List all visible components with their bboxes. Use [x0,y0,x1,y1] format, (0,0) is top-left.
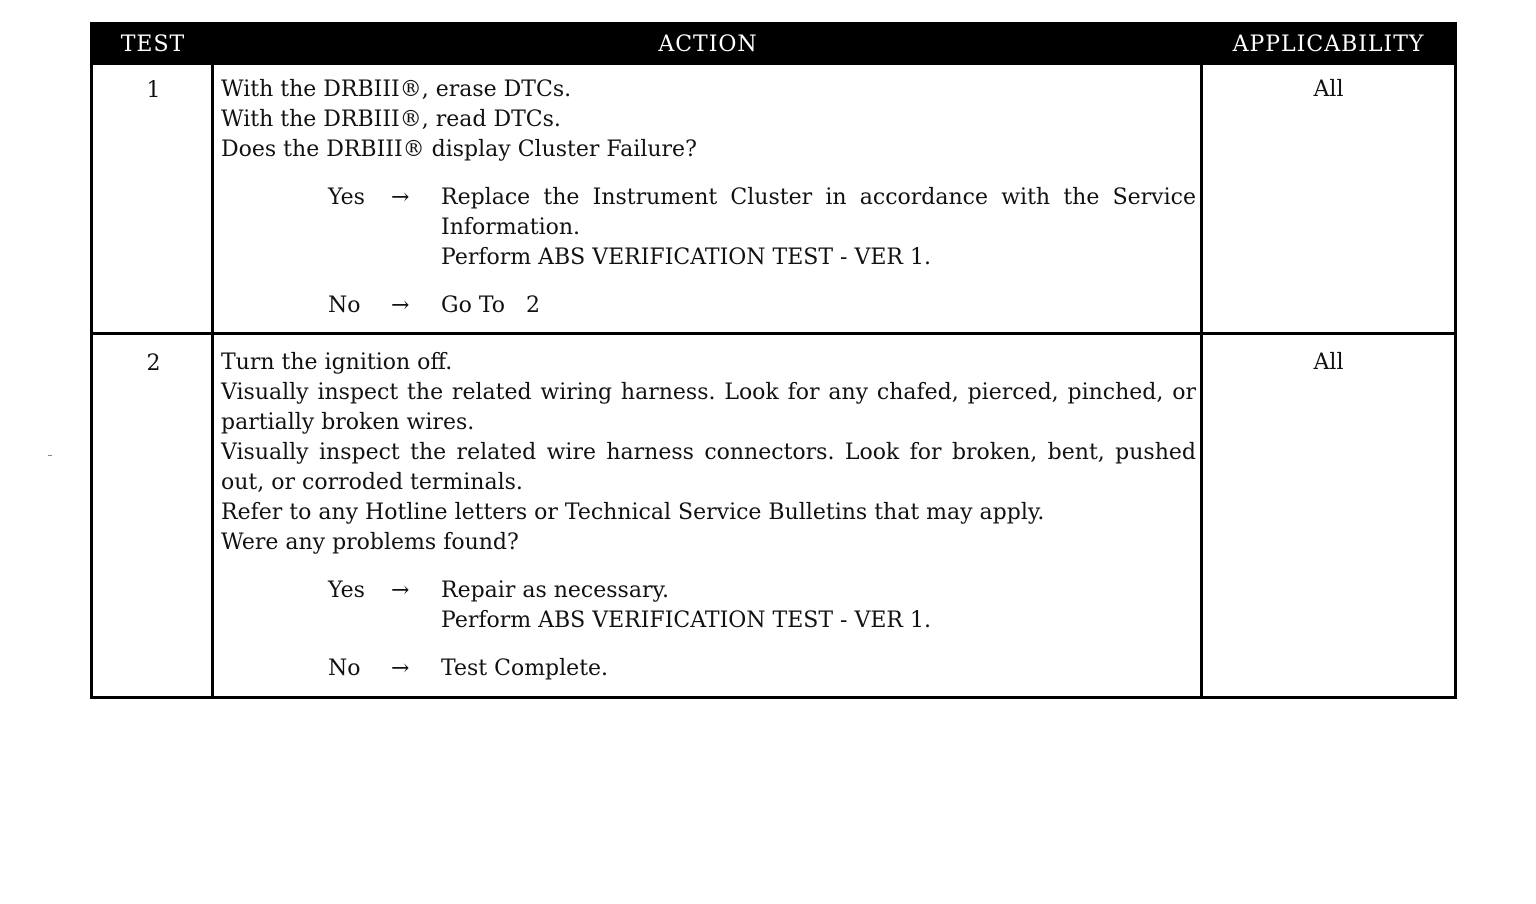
action-step: Turn the ignition off. [221,350,453,375]
yes-label: Yes [328,578,365,603]
yes-answer [221,576,1196,636]
yes-label: Yes [328,185,365,210]
action-cell [221,75,1196,321]
action-step: Does the DRBIII® display Cluster Failure? [221,137,697,162]
no-answer [221,654,1196,684]
test-number: 2 [146,351,161,376]
no-label: No [328,293,361,318]
no-instruction: Go To 2 [441,293,540,318]
action-step: Were any problems found? [221,530,519,555]
yes-instruction: Perform ABS VERIFICATION TEST - VER 1. [441,245,931,270]
arrow-right-icon: → [391,293,410,318]
header-applicability: APPLICABILITY [1232,32,1425,57]
applicability-value: All [1313,77,1344,102]
header-action: ACTION [658,32,758,57]
action-step: With the DRBIII®, erase DTCs. [221,77,572,102]
no-label: No [328,656,361,681]
no-instruction: Test Complete. [441,656,609,681]
action-step: Visually inspect the related wiring harness. Look for any chafed, pierced, pinched, or partially broken wires. [221,380,1196,435]
test-number: 1 [146,78,161,103]
table-row [93,338,1454,696]
yes-instruction: Perform ABS VERIFICATION TEST - VER 1. [441,608,931,633]
action-cell [221,348,1196,684]
yes-instruction: Replace the Instrument Cluster in accordance with the Service Information. [441,185,1196,240]
yes-answer [221,183,1196,273]
arrow-right-icon: → [391,578,410,603]
table-row [93,65,1454,335]
applicability-value: All [1313,350,1344,375]
arrow-right-icon: → [391,656,410,681]
header-test: TEST [120,32,186,57]
diagnostic-test-table [90,22,1457,699]
yes-instruction: Repair as necessary. [441,578,669,603]
scan-artifact [48,455,52,456]
arrow-right-icon: → [391,185,410,210]
table-header [93,25,1454,65]
no-answer [221,291,1196,321]
action-step: Visually inspect the related wire harness connectors. Look for broken, bent, pushed out, or corroded terminals. [221,440,1196,495]
action-step: With the DRBIII®, read DTCs. [221,107,561,132]
action-step: Refer to any Hotline letters or Technical Service Bulletins that may apply. [221,500,1045,525]
